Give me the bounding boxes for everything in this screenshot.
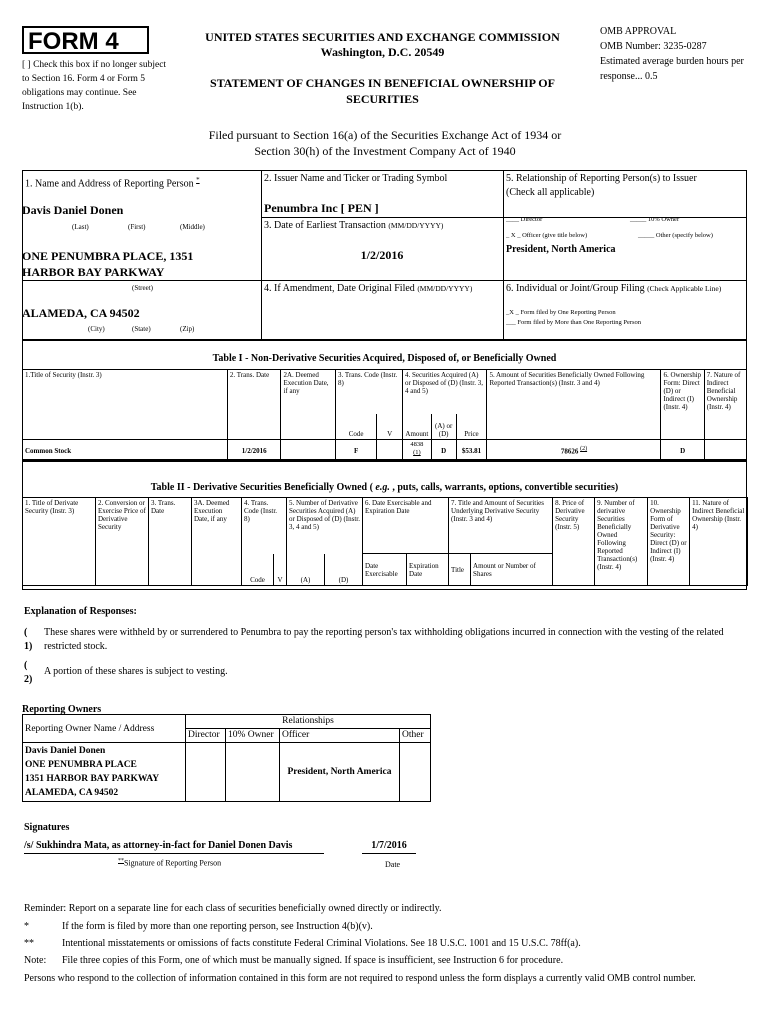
box4-label-text: 4. If Amendment, Date Original Filed <box>264 283 415 294</box>
agency-location: Washington, D.C. 20549 <box>320 45 445 59</box>
owner-name-line2: ONE PENUMBRA PLACE <box>25 760 137 770</box>
t1-nature <box>704 440 746 462</box>
omb-approval <box>600 24 760 84</box>
t2-h3a: 3A. Deemed Execution Date, if any <box>192 498 242 586</box>
t2-h6: 6. Date Exercisable and Expiration Date <box>363 498 449 554</box>
owners-relationships: Relationships <box>186 715 431 729</box>
t1-code: F <box>336 440 377 462</box>
label-first: (First) <box>128 223 146 231</box>
statement-title: STATEMENT OF CHANGES IN BENEFICIAL OWNERSHIP OF SECURITIES <box>210 76 555 106</box>
divider <box>503 170 504 340</box>
filing-one-person[interactable]: _X _ Form filed by One Reporting Person <box>506 309 616 316</box>
owner-name-line4: ALAMEDA, CA 94502 <box>25 788 119 798</box>
table2-title-eg: e.g. <box>375 482 390 493</box>
table-row <box>23 440 747 462</box>
t2-h3: 3. Trans. Date <box>149 498 192 586</box>
street-address: ONE PENUMBRA PLACE, 1351 HARBOR BAY PARKWAY <box>22 249 194 279</box>
box4-label <box>264 283 472 294</box>
explanation-heading: Explanation of Responses: <box>24 606 137 617</box>
owner-other-cell <box>400 743 431 802</box>
agency-name: UNITED STATES SECURITIES AND EXCHANGE COMMISSION <box>205 30 560 44</box>
box6-label-small: (Check Applicable Line) <box>647 284 722 293</box>
note-label: Note: <box>24 955 47 966</box>
t2-h7: 7. Title and Amount of Securities Underlying Derivative Security (Instr. 3 and 4) <box>449 498 553 554</box>
box4-label-small: (MM/DD/YYYY) <box>417 284 473 293</box>
owners-col-other: Other <box>400 729 431 743</box>
note-text: File three copies of this Form, one of which must be manually signed. If space is insufficient, see Instruction 6 for procedure. <box>62 955 564 966</box>
footnote-2-number: ( 2) <box>24 660 33 685</box>
box3-label-text: 3. Date of Earliest Transaction <box>264 220 386 231</box>
t2-h-v: V <box>274 554 287 586</box>
t2-h8: 8. Price of Derivative Security (Instr. 5) <box>553 498 595 586</box>
box3-label <box>264 220 443 231</box>
owner-ten-cell <box>226 743 280 802</box>
signature-label-text: Signature of Reporting Person <box>124 858 222 868</box>
signature-label-mark: ** <box>118 858 124 864</box>
owners-col-officer: Officer <box>280 729 400 743</box>
owners-heading: Reporting Owners <box>22 704 102 715</box>
footnote-1-link[interactable]: (1) <box>413 449 421 456</box>
t1-form: D <box>661 440 704 462</box>
checkbox-director[interactable]: ____ Director <box>506 216 543 223</box>
box1-label-mark: * <box>196 176 200 184</box>
t2-h-a: (A) <box>287 554 325 586</box>
footnote-2-text: A portion of these shares is subject to vesting. <box>44 666 228 677</box>
footnote-1-number: ( 1) <box>24 627 33 652</box>
divider <box>261 217 503 218</box>
signature-text: /s/ Sukhindra Mata, as attorney-in-fact for Daniel Donen Davis <box>24 840 324 854</box>
t1-h-price: Price <box>456 414 487 440</box>
form-title: FORM 4 <box>28 28 119 55</box>
t1-date: 1/2/2016 <box>227 440 281 462</box>
t2-h1: 1. Title of Derivate Security (Instr. 3) <box>23 498 96 586</box>
date-label: Date <box>385 860 401 869</box>
note-star: * <box>24 921 29 932</box>
box6-label <box>506 283 721 294</box>
checkbox-note: [ ] Check this box if no longer subject to Section 16. Form 4 or Form 5 obligations may continue. See Instruction 1(b). <box>22 60 167 112</box>
t1-h-owned: 5. Amount of Securities Beneficially Owned Following Reported Transaction(s) (Instr. 3 and 4) <box>487 370 661 440</box>
checkbox-other[interactable]: _____ Other (specify below) <box>638 232 713 239</box>
table1-title: Table I - Non-Derivative Securities Acquired, Disposed of, or Beneficially Owned <box>212 353 557 364</box>
t1-security: Common Stock <box>23 440 228 462</box>
box6-label-text: 6. Individual or Joint/Group Filing <box>506 283 645 294</box>
owner-director-cell <box>186 743 226 802</box>
issuer-name: Penumbra Inc [ PEN ] <box>264 201 379 215</box>
t1-h-acquired: 4. Securities Acquired (A) or Disposed of (D) (Instr. 3, 4 and 5) <box>402 370 486 414</box>
t2-h2: 2. Conversion or Exercise Price of Derivative Security <box>96 498 149 586</box>
table2-title-b: , puts, calls, warrants, options, convertible securities) <box>389 482 619 493</box>
t1-h-code-sub: Code <box>336 414 377 440</box>
owner-name-line1: Davis Daniel Donen <box>25 746 106 756</box>
box5-label: 5. Relationship of Reporting Person(s) to Issuer <box>506 173 697 184</box>
officer-title: President, North America <box>506 244 616 255</box>
t1-h-amount: Amount <box>402 414 431 440</box>
t2-h4: 4. Trans. Code (Instr. 8) <box>242 498 287 554</box>
t1-h-aord: (A) or (D) <box>431 414 456 440</box>
t2-h-code: Code <box>242 554 274 586</box>
t2-h-amount: Amount or Number of Shares <box>471 554 553 586</box>
t1-h-code: 3. Trans. Code (Instr. 8) <box>336 370 403 414</box>
box1-label-text: 1. Name and Address of Reporting Person <box>25 178 194 190</box>
t2-h-d: (D) <box>325 554 363 586</box>
owners-col-director: Director <box>186 729 226 743</box>
label-middle: (Middle) <box>180 223 205 231</box>
note-dstar-text: Intentional misstatements or omissions of facts constitute Federal Criminal Violations. See 18 U.S.C. 1001 and 15 U.S.C. 78ff(a). <box>62 938 581 949</box>
table2-title-a: Table II - Derivative Securities Beneficially Owned ( <box>150 482 376 493</box>
t1-aord: D <box>431 440 456 462</box>
t1-owned-cell <box>487 440 661 462</box>
t1-h-date: 2. Trans. Date <box>227 370 281 440</box>
box2-label: 2. Issuer Name and Ticker or Trading Symbol <box>264 173 448 184</box>
signature-label <box>118 858 221 868</box>
box5-sub: (Check all applicable) <box>506 187 595 198</box>
box1-label <box>25 176 200 189</box>
t1-amount-cell <box>402 440 431 462</box>
t1-h-title: 1.Title of Security (Instr. 3) <box>23 370 228 440</box>
reminder-text: Reminder: Report on a separate line for each class of securities beneficially owned directly or indirectly. <box>24 903 442 914</box>
footnote-1-text: These shares were withheld by or surrendered to Penumbra to pay the reporting person's tax withholding obligations incurred in connection with the vesting of the related restricted stock. <box>44 627 724 652</box>
note-dstar: ** <box>24 938 34 949</box>
persons-text: Persons who respond to the collection of information contained in this form are not required to respond unless the form displays a currently valid OMB control number. <box>24 973 696 984</box>
t2-h10: 10. Ownership Form of Derivative Security: Direct (D) or Indirect (I) (Instr. 4) <box>648 498 690 586</box>
t2-h11: 11. Nature of Indirect Beneficial Ownership (Instr. 4) <box>690 498 748 586</box>
label-state: (State) <box>132 325 151 333</box>
form-title-box <box>22 26 149 54</box>
city-address: ALAMEDA, CA 94502 <box>22 306 140 320</box>
note-star-text: If the form is filed by more than one reporting person, see Instruction 4(b)(v). <box>62 921 373 932</box>
table2-title <box>22 482 747 493</box>
checkbox-officer[interactable]: _ X _ Officer (give title below) <box>506 232 588 239</box>
filed-pursuant-2: Section 30(h) of the Investment Company Act of 1940 <box>254 144 516 158</box>
t1-h-form: 6. Ownership Form: Direct (D) or Indirect (I) (Instr. 4) <box>661 370 704 440</box>
t1-owned: 78626 <box>560 447 579 456</box>
t2-h9: 9. Number of derivative Securities Beneficially Owned Following Reported Transaction(s) (Instr. 4) <box>595 498 648 586</box>
t2-h5: 5. Number of Derivative Securities Acquired (A) or Disposed of (D) (Instr. 3, 4 and 5) <box>287 498 363 554</box>
t2-h-date-ex: Date Exercisable <box>363 554 407 586</box>
t1-v <box>377 440 403 462</box>
filed-pursuant-1: Filed pursuant to Section 16(a) of the Securities Exchange Act of 1934 or <box>208 128 562 142</box>
t1-h-v: V <box>377 414 403 440</box>
signatures-heading: Signatures <box>24 822 70 833</box>
table2 <box>22 497 748 586</box>
owners-col-name: Reporting Owner Name / Address <box>23 715 186 743</box>
box3-label-small: (MM/DD/YYYY) <box>388 221 444 230</box>
earliest-transaction-date: 1/2/2016 <box>360 248 404 262</box>
omb-burden: Estimated average burden hours per response... 0.5 <box>600 56 744 82</box>
table-row <box>23 743 431 802</box>
t1-price: $53.81 <box>456 440 487 462</box>
owner-name-line3: 1351 HARBOR BAY PARKWAY <box>25 774 160 784</box>
reporting-person-name: Davis Daniel Donen <box>22 203 124 217</box>
omb-number: OMB Number: 3235-0287 <box>600 41 707 52</box>
owners-col-ten: 10% Owner <box>226 729 280 743</box>
t2-h-exp: Expiration Date <box>407 554 449 586</box>
t1-amount: 4838 <box>410 441 424 448</box>
signature-date: 1/7/2016 <box>362 840 416 854</box>
omb-approval-label: OMB APPROVAL <box>600 26 677 37</box>
owner-officer-cell: President, North America <box>280 743 400 802</box>
label-city: (City) <box>88 325 105 333</box>
t1-h-deemed: 2A. Deemed Execution Date, if any <box>281 370 336 440</box>
divider <box>22 280 747 281</box>
footnote-2-link[interactable]: (2) <box>580 445 588 452</box>
filing-more-persons[interactable]: ___ Form filed by More than One Reporting Person <box>506 319 642 326</box>
t1-deemed <box>281 440 336 462</box>
label-last: (Last) <box>72 223 89 231</box>
owner-name-address <box>23 743 186 802</box>
table1 <box>22 369 747 462</box>
label-street: (Street) <box>132 284 153 292</box>
t1-h-nature: 7. Nature of Indirect Beneficial Ownership (Instr. 4) <box>704 370 746 440</box>
label-zip: (Zip) <box>180 325 195 333</box>
t2-h-title: Title <box>449 554 471 586</box>
owners-table <box>22 714 431 802</box>
checkbox-ten-percent-owner[interactable]: _____ 10% Owner <box>630 216 680 223</box>
